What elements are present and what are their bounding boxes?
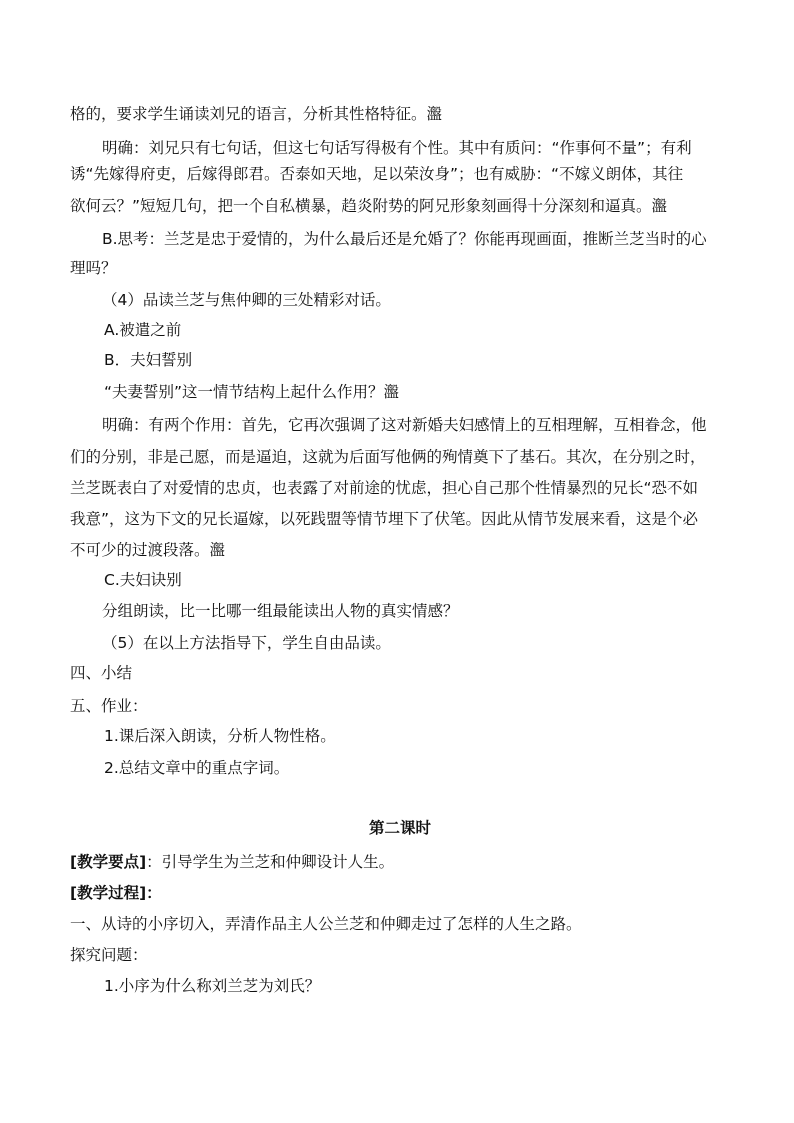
paragraph-line: （4）品读兰芝与焦仲卿的三处精彩对话。 (102, 291, 391, 309)
paragraph-line: B.思考：兰芝是忠于爱情的，为什么最后还是允婚了？你能再现画面，推断兰芝当时的心 (102, 230, 707, 248)
list-item: 2.总结文章中的重点字词。 (104, 759, 290, 777)
paragraph-line: 明确：刘兄只有七句话，但这七句话写得极有个性。其中有质问：“作事何不量”；有利 (102, 139, 692, 157)
paragraph-line: A.被遣之前 (104, 321, 182, 339)
teaching-process-colon: ： (146, 884, 162, 902)
teaching-points-text: ：引导学生为兰芝和仲卿设计人生。 (146, 853, 395, 871)
list-item: 1.课后深入朗读，分析人物性格。 (104, 727, 336, 745)
section-heading: 一、从诗的小序切入，弄清作品主人公兰芝和仲卿走过了怎样的人生之路。 (70, 915, 582, 933)
paragraph-line: 诱“先嫁得府吏，后嫁得郎君。否泰如天地，足以荣汝身”；也有威胁：“不嫁义朗体，其往 (70, 165, 684, 183)
paragraph-line: 兰芝既表白了对爱情的忠贞，也表露了对前途的忧虑，担心自己那个性情暴烈的兄长“恐不如 (70, 479, 699, 497)
paragraph-line: B．夫妇誓别 (104, 351, 193, 369)
paragraph-line: 理吗？ (70, 259, 117, 277)
paragraph-line: 分组朗读，比一比哪一组最能读出人物的真实情感？ (102, 602, 459, 620)
section-heading: 四、小结 (70, 664, 133, 682)
paragraph-line: 明确：有两个作用：首先，它再次强调了这对新婚夫妇感情上的互相理解，互相眷念，他 (102, 416, 707, 434)
teaching-process (70, 883, 730, 903)
section-heading: 五、作业： (70, 697, 148, 715)
paragraph-line: 我意”，这为下文的兄长逼嫁，以死践盟等情节埋下了伏笔。因此从情节发展来看，这是个必 (70, 510, 699, 528)
paragraph-line: 探究问题： (70, 946, 148, 964)
paragraph-line: 们的分别，非是己愿，而是逼迫，这就为后面写他俩的殉情奠下了基石。其次，在分别之时， (70, 448, 706, 466)
teaching-points (70, 852, 730, 872)
paragraph-line: （5）在以上方法指导下，学生自由品读。 (102, 634, 391, 652)
paragraph-line: C.夫妇诀别 (104, 571, 182, 589)
teaching-points-label: [教学要点] (70, 853, 147, 871)
paragraph-line: 欲何云？”短短几句，把一个自私横暴，趋炎附势的阿兄形象刻画得十分深刻和逼真。瀊 (70, 197, 668, 215)
paragraph-line: “夫妻誓别”这一情节结构上起什么作用？瀊 (104, 383, 400, 401)
lesson-title: 第二课时 (368, 819, 431, 837)
paragraph-line: 不可少的过渡段落。瀊 (70, 541, 226, 559)
list-item: 1.小序为什么称刘兰芝为刘氏？ (104, 977, 321, 995)
paragraph-line: 格的，要求学生诵读刘兄的语言，分析其性格特征。瀊 (70, 105, 443, 123)
teaching-process-label: [教学过程] (70, 884, 147, 902)
